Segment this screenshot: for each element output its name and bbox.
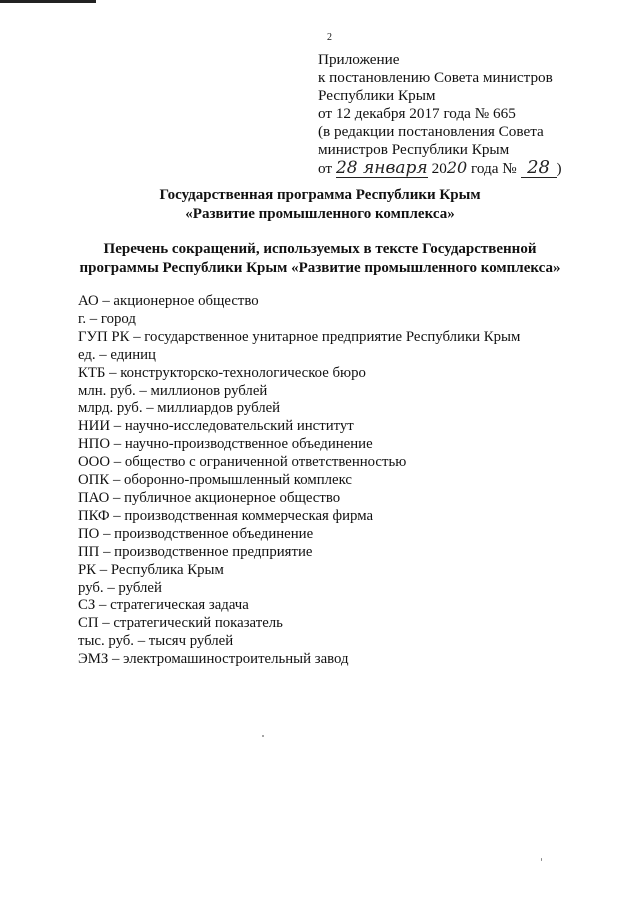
- appendix-line: министров Республики Крым: [318, 141, 510, 158]
- abbreviation-item: ЭМЗ – электромашиностроительный завод: [78, 651, 349, 668]
- document-title: [0, 186, 640, 224]
- handwritten-number: 28: [521, 159, 557, 178]
- abbreviation-item: ПО – производственное объединение: [78, 525, 314, 542]
- abbreviations-heading-line: программы Республики Крым «Развитие промышленного комплекса»: [79, 260, 561, 276]
- amendment-date-line: [318, 159, 562, 178]
- abbreviation-item: ОПК – оборонно-промышленный комплекс: [78, 472, 352, 489]
- abbreviations-list: [78, 293, 520, 669]
- scan-speck: [262, 735, 264, 737]
- abbreviations-heading-line: Перечень сокращений, используемых в тексте Государственной: [103, 241, 537, 257]
- handwritten-date: 28 января: [335, 158, 428, 178]
- abbreviation-item: тыс. руб. – тысяч рублей: [78, 633, 234, 650]
- top-edge-rule: [0, 0, 96, 3]
- appendix-block: [318, 51, 562, 178]
- page-number: 2: [327, 32, 332, 43]
- abbreviation-item: СЗ – стратегическая задача: [78, 597, 249, 614]
- abbreviation-item: г. – город: [78, 310, 136, 327]
- abbreviation-item: ООО – общество с ограниченной ответственностью: [78, 454, 407, 471]
- abbreviation-item: млн. руб. – миллионов рублей: [78, 382, 268, 399]
- abbreviation-item: РК – Республика Крым: [78, 561, 224, 578]
- abbreviation-item: КТБ – конструкторско-технологическое бюро: [78, 364, 366, 381]
- appendix-line: (в редакции постановления Совета: [318, 123, 544, 140]
- document-title-line: «Развитие промышленного комплекса»: [185, 206, 455, 222]
- appendix-line: Республики Крым: [318, 87, 436, 104]
- appendix-line: от 12 декабря 2017 года № 665: [318, 105, 516, 122]
- abbreviation-item: руб. – рублей: [78, 579, 162, 596]
- date-prefix: от: [318, 160, 333, 177]
- abbreviation-item: ПАО – публичное акционерное общество: [78, 489, 341, 506]
- abbreviation-item: млрд. руб. – миллиардов рублей: [78, 400, 281, 417]
- abbreviation-item: ПП – производственное предприятие: [78, 543, 313, 560]
- year-suffix: года №: [470, 160, 517, 177]
- abbreviation-item: АО – акционерное общество: [78, 293, 259, 309]
- abbreviation-item: ед. – единиц: [78, 346, 156, 363]
- abbreviation-item: СП – стратегический показатель: [78, 615, 283, 632]
- abbreviation-item: ПКФ – производственная коммерческая фирма: [78, 507, 374, 524]
- appendix-line: к постановлению Совета министров: [318, 69, 553, 86]
- abbreviation-item: НИИ – научно-исследовательский институт: [78, 418, 354, 435]
- document-title-line: Государственная программа Республики Крым: [159, 187, 481, 203]
- year-fragment: 20: [431, 160, 447, 177]
- abbreviations-heading: [0, 240, 640, 278]
- abbreviation-item: ГУП РК – государственное унитарное предприятие Республики Крым: [78, 328, 521, 345]
- closing-paren: ): [556, 160, 562, 177]
- handwritten-year: 20: [446, 158, 468, 177]
- scan-speck: [541, 858, 542, 861]
- appendix-line: Приложение: [318, 51, 400, 68]
- abbreviation-item: НПО – научно-производственное объединение: [78, 436, 373, 453]
